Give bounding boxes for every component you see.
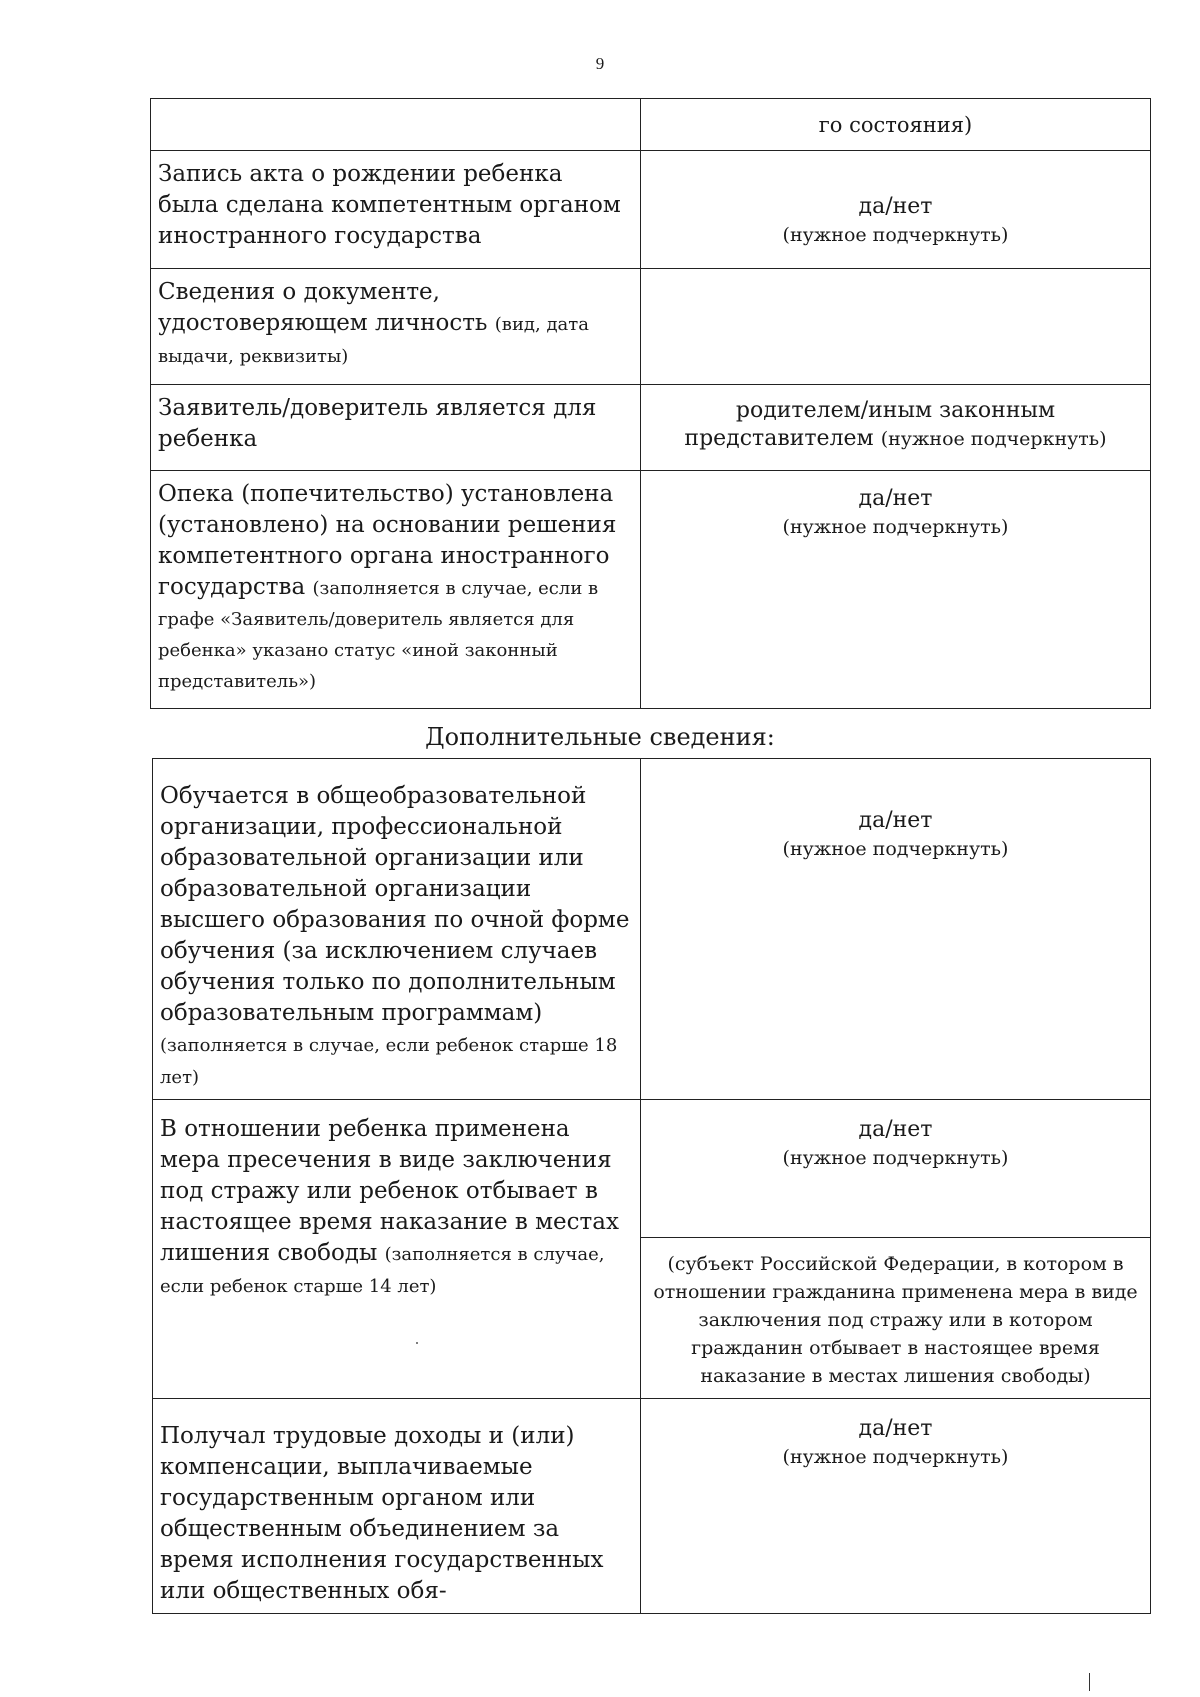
yes-no-text: да/нет (858, 1416, 933, 1441)
yes-no-text: да/нет (858, 1117, 933, 1142)
answer-cell[interactable] (641, 385, 1151, 471)
row-label-text: Получал трудовые доходы и (или) компенсации, выплачиваемые государственным органом или общественным объединением за время исполнения государственных или общественных обя- (160, 1423, 604, 1604)
hint-text: (нужное подчеркнуть) (782, 516, 1009, 538)
row-label (153, 1399, 641, 1614)
table-row (151, 471, 1151, 709)
table-row (151, 151, 1151, 269)
row-label-text: Сведения о документе, удостоверяющем личность (158, 279, 488, 336)
row-label-text: Обучается в общеобразовательной организации, профессиональной образовательной организации или образовательной организации высшего образования по очной форме обучения (за исключением случаев обучения только по дополнительным образовательным программам) (160, 783, 630, 1026)
applicant-info-table (150, 98, 1151, 709)
row-label-text: Заявитель/доверитель является для ребенка (158, 395, 597, 452)
table-row (151, 269, 1151, 385)
row-label (153, 1100, 641, 1399)
hint-text: (нужное подчеркнуть) (782, 1147, 1009, 1169)
answer-cell[interactable] (641, 269, 1151, 385)
row-label-note: (заполняется в случае, если ребенок старше 14 лет) (160, 1244, 605, 1297)
answer-cell[interactable] (641, 1100, 1151, 1238)
empty-cell (151, 99, 641, 151)
hint-text: (нужное подчеркнуть) (880, 428, 1107, 450)
scan-mark (1089, 1673, 1090, 1691)
hint-text: (нужное подчеркнуть) (782, 1446, 1009, 1468)
additional-info-table (152, 758, 1151, 1614)
hint-text: (нужное подчеркнуть) (782, 838, 1009, 860)
yes-no-text: да/нет (858, 486, 933, 511)
row-label-text: Запись акта о рождении ребенка была сделана компетентным органом иностранного государства (158, 161, 621, 249)
yes-no-text: да/нет (858, 808, 933, 833)
answer-cell[interactable] (641, 759, 1151, 1100)
section-title: Дополнительные сведения: (425, 723, 775, 751)
answer-cell[interactable] (641, 151, 1151, 269)
answer-cell[interactable] (641, 1399, 1151, 1614)
row-label (151, 269, 641, 385)
row-label-text: В отношении ребенка применена мера пресечения в виде заключения под стражу или ребенок отбывает в настоящее время наказание в местах лишения свободы (160, 1116, 619, 1266)
row-label (151, 385, 641, 471)
row-label (153, 759, 641, 1100)
table-row (153, 1100, 1151, 1238)
yes-no-text: да/нет (858, 194, 933, 219)
answer-cell[interactable] (641, 471, 1151, 709)
table-row (151, 99, 1151, 151)
row-label (151, 471, 641, 709)
table-row (153, 759, 1151, 1100)
row-label-note: (заполняется в случае, если ребенок старше 18 лет) (160, 1035, 618, 1088)
row-label-note: (вид, дата выдачи, реквизиты) (158, 314, 589, 367)
row-label (151, 151, 641, 269)
row-label-note: (заполняется в случае, если в графе «Заявитель/доверитель является для ребенка» указано статус «иной законный представитель») (158, 578, 599, 692)
region-field[interactable]: (субъект Российской Федерации, в котором в отношении гражданина применена мера в виде заключения под стражу или в котором гражданин отбывает в настоящее время наказание в местах лишения свободы) (641, 1238, 1151, 1399)
page-number: 9 (595, 54, 605, 73)
hint-text: (нужное подчеркнуть) (782, 224, 1009, 246)
continued-cell-text: го состояния) (641, 99, 1151, 151)
choice-text: родителем/иным законным представителем (684, 398, 1056, 451)
scan-speck (416, 1342, 418, 1344)
table-row (153, 1399, 1151, 1614)
row-label-text: Опека (попечительство) установлена (установлено) на основании решения компетентного органа иностранного государства (158, 481, 617, 600)
table-row (151, 385, 1151, 471)
